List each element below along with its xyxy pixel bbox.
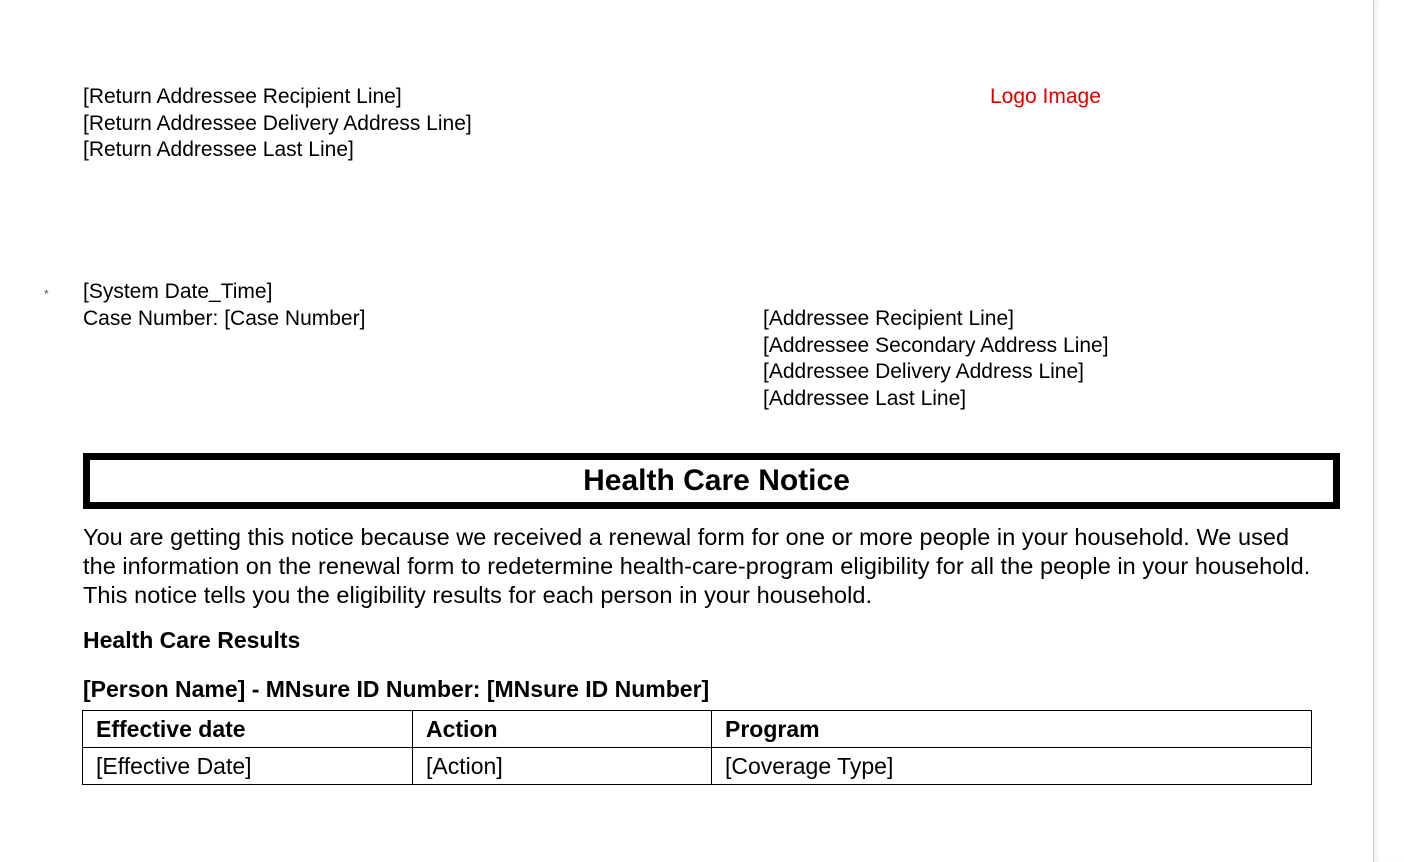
column-header-action: Action — [413, 711, 712, 748]
cell-program: [Coverage Type] — [712, 748, 1312, 785]
return-address — [83, 84, 472, 164]
system-date-time: [System Date_Time] — [83, 280, 273, 303]
column-header-effective-date: Effective date — [83, 711, 413, 748]
asterisk-icon: * — [44, 287, 49, 301]
cell-effective-date: [Effective Date] — [83, 748, 413, 785]
addressee-secondary-line: [Addressee Secondary Address Line] — [763, 333, 1109, 357]
page-edge — [1373, 0, 1404, 862]
results-heading: Health Care Results — [83, 627, 301, 653]
case-number: Case Number: [Case Number] — [83, 306, 366, 330]
notice-title-box — [83, 453, 1340, 509]
logo-placeholder: Logo Image — [990, 85, 1101, 108]
cell-action: [Action] — [413, 748, 712, 785]
person-heading: [Person Name] - MNsure ID Number: [MNsure ID Number] — [83, 676, 710, 702]
addressee-block — [763, 306, 1109, 412]
addressee-delivery-line: [Addressee Delivery Address Line] — [763, 360, 1084, 383]
addressee-last-line: [Addressee Last Line] — [763, 386, 967, 410]
return-recipient-line: [Return Addressee Recipient Line] — [83, 85, 402, 108]
return-last-line: [Return Addressee Last Line] — [83, 138, 354, 161]
column-header-program: Program — [712, 711, 1312, 748]
return-delivery-line: [Return Addressee Delivery Address Line] — [83, 111, 472, 135]
results-table — [82, 710, 1312, 785]
notice-intro-paragraph: You are getting this notice because we received a renewal form for one or more people in your household. We used the information on the renewal form to redetermine health-care-program eligibility for all the people in your household. This notice tells you the eligibility results for each person in your household. — [83, 524, 1311, 608]
addressee-recipient-line: [Addressee Recipient Line] — [763, 307, 1014, 330]
notice-title: Health Care Notice — [583, 464, 850, 497]
table-header-row — [83, 711, 1312, 748]
date-block — [83, 279, 365, 332]
table-row — [83, 748, 1312, 785]
